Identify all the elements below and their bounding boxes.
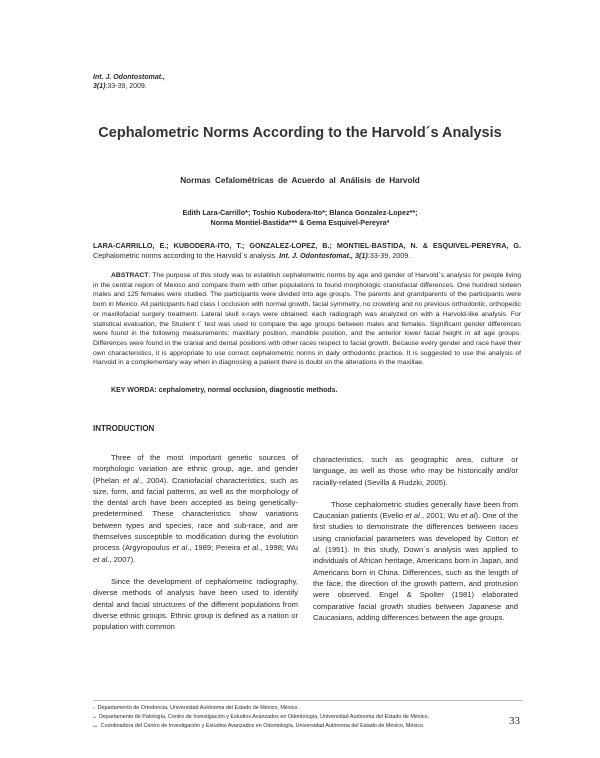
abstract-label: ABSTRACT bbox=[111, 272, 149, 279]
journal-pages: :33-39, 2009. bbox=[105, 83, 147, 90]
body-column-left bbox=[93, 452, 298, 632]
citation-authors: LARA-CARRILLO, E.; KUBODERA-ITO, T.; GONZALEZ-LOPEZ, B.; MONTIEL-BASTIDA, N. & ESQUIVEL-PEREYRA, G. bbox=[93, 241, 521, 250]
article-subtitle: Normas Cefalométricas de Acuerdo al Análisis de Harvold bbox=[180, 176, 420, 185]
paragraph: Three of the most important genetic sources of morphologic variation are ethnic group, age, and gender (Phelan et al., 2004). Craniofacial characteristics, such as size, form, and facial patterns, as well as the morphology of the dental arch have been accepted as being genetically-predetermined. These characteristics show variations between types and species, race and sub-race, and are themselves susceptible to modification during the evolution process (Argyropoulus et al., 1989; Pereira et al., 1998; Wu et al., 2007). bbox=[93, 453, 298, 564]
journal-header bbox=[93, 73, 165, 91]
paragraph: Since the development of cephalometric radiography, diverse methods of analysis have been used to identify dental and facial structures of the different populations from diverse ethnic groups. Ethnic group is defined as a nation or population with common bbox=[93, 576, 298, 632]
abstract-block bbox=[93, 271, 521, 368]
citation-block bbox=[93, 241, 521, 261]
journal-name: Int. J. Odontostomat., bbox=[93, 74, 165, 81]
citation-pages: :33-39, 2009. bbox=[367, 251, 411, 260]
paragraph: Those cephalometric studies generally have been from Caucasian patients (Evelio et al., 2001; Wu et al). One of the first studies to demonstrate the differences between races using craniofacial parameters was developed by Cotton et al. (1951). In this study, Down´s analysis was applied to individuals of African heritage, Americans born in Japan, and Americans born in China. Differences, such as the length of the face, the direction of the growth pattern, and protrusion were observed. Engel & Spolter (1981) elaborated comparative facial growth studies between Japanese and Caucasians, adding differences between the age groups. bbox=[313, 499, 518, 622]
citation-text: Cephalometric norms according to the Harvold´s analysis. bbox=[93, 251, 278, 260]
body-column-right bbox=[313, 454, 518, 623]
author-list bbox=[60, 208, 540, 228]
footnote-divider bbox=[93, 700, 523, 701]
footnote-3: *** Coordinadora del Centro de Investigación y Estudios Avanzados en Odontología, Universidad Autónoma del Estado de México, México. bbox=[93, 723, 425, 729]
paragraph: characteristics, such as geographic area, culture or language, as well as those who may be historically and/or racially-related (Sevilla & Rudzki, 2005). bbox=[313, 455, 518, 487]
abstract-text: : The purpose of this study was to establish cephalometric norms by age and gender of Harvold´s analysis for people living in the central region of Mexico and compare them with other populations to found morphologic craniofacial differences. One hundred sixteen males and 125 females were studied. The participants were divided into age groups. The parents and grandparents of the participants were born in Mexico. All participants had class I occlusion with normal growth, facial symmetry, no crowding and no previous orthodontic, orthopedic or maxillofacial surgery treatment. Lateral skull x-rays were obtained; each radiograph was analyzed on with a Harvold-like analysis. For statistical evaluation, the Student t´ test was used to compare the age groups between males and females. Significant gender differences were found in the following measurements: maxillary position, mandible position, and the anterior lower facial height in all age groups. Differences were found in the cranial and dental positions with other races respect to facial growth. Because every gender and race have their own characteristics, it is appropriate to use correct cephalometric norms in daily orthodontic practice. It is suggested to use the analysis of Harvold in a complementary way when in diagnosing a patient there is doubt on the alterations in the maxillae. bbox=[93, 272, 521, 367]
author-line-1: Edith Lara-Carrillo*; Toshio Kubodera-Ito*; Blanca Gonzalez-Lopez**; bbox=[182, 208, 418, 217]
citation-journal: Int. J. Odontostomat., 3(1) bbox=[279, 251, 368, 260]
article-title: Cephalometric Norms According to the Harvold´s Analysis bbox=[98, 125, 502, 141]
section-heading-introduction: INTRODUCTION bbox=[93, 424, 155, 433]
keywords: KEY WORDA: cephalometry, normal occlusion, diagnostic methods. bbox=[111, 387, 338, 394]
journal-volume: 3(1) bbox=[93, 83, 106, 90]
footnote-1: * Departamento de Ortodoncia, Universidad Autónoma del Estado de México, México. bbox=[93, 705, 299, 711]
footnote-2: ** Departamento de Patología, Centro de Investigación y Estudios Avanzados en Odontología, Universidad Autónoma del Estado de México. bbox=[93, 714, 429, 720]
page-number: 33 bbox=[509, 715, 520, 727]
author-line-2: Norma Montiel-Bastida*** & Gema Esquivel-Pereyra* bbox=[210, 218, 390, 227]
journal-volume-line bbox=[93, 82, 165, 91]
